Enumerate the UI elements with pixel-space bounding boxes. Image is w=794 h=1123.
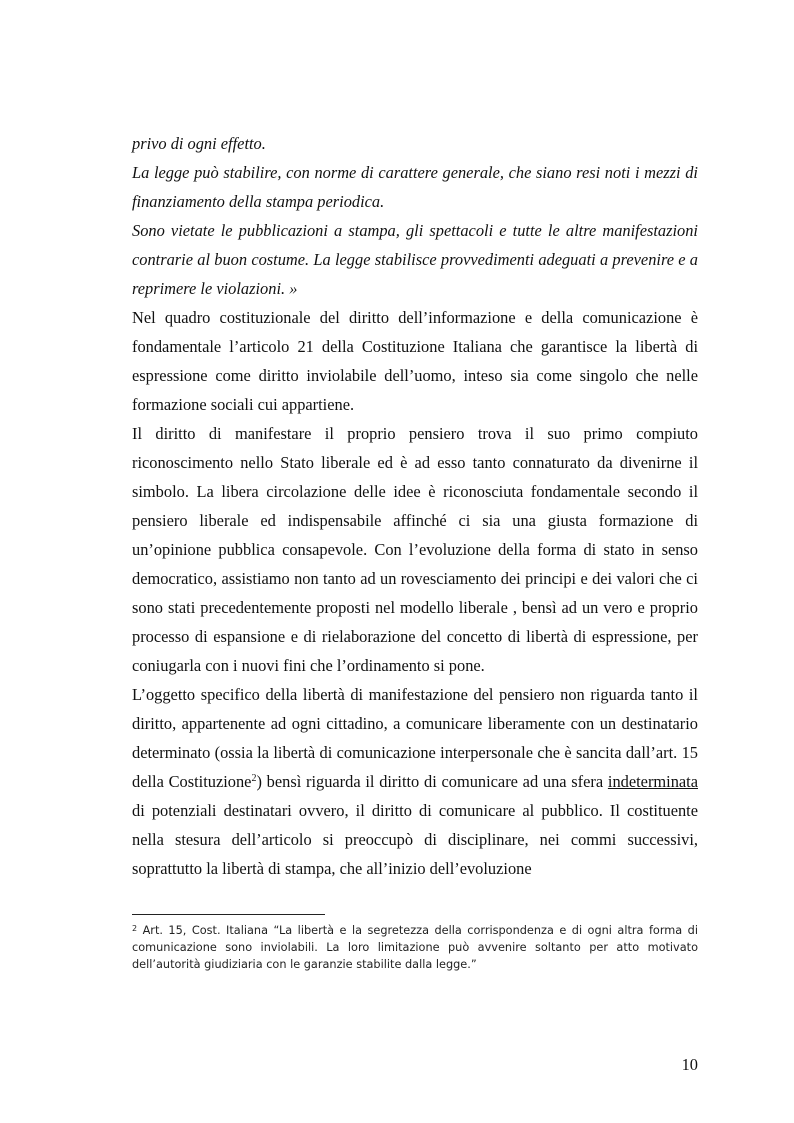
paragraph: Nel quadro costituzionale del diritto dell’informazione e della comunicazione è fondamentale l’articolo 21 della Costituzione Italiana che garantisce la libertà di espressione come diritto inviolabile dell’uomo, inteso sia come singolo che nelle formazione sociali cui appartiene. xyxy=(132,308,698,414)
footnote-text: Art. 15, Cost. Italiana “La libertà e la segretezza della corrispondenza e di ogni altra forma di comunicazione sono inviolabili. La loro limitazione può avvenire soltanto per atto motivato dell’autorità giudiziaria con le garanzie stabilite dalla legge.” xyxy=(132,924,698,971)
quote-line: privo di ogni effetto. xyxy=(132,134,266,153)
quote-line: La legge può stabilire, con norme di carattere generale, che siano resi noti i mezzi di finanziamento della stampa periodica. xyxy=(132,163,698,211)
paragraph xyxy=(132,680,698,883)
paragraph-text: di potenziali destinatari ovvero, il diritto di comunicare al pubblico. Il costituente nella stesura dell’articolo si preoccupò di disciplinare, nei commi successivi, soprattutto la libertà di stampa, che all’inizio dell’evoluzione xyxy=(132,801,698,878)
footnote-reference[interactable]: 2 xyxy=(251,773,257,784)
footnote-mark: 2 xyxy=(132,924,138,933)
underlined-word: indeterminata xyxy=(607,772,698,791)
body-text xyxy=(132,129,698,883)
quote-line: Sono vietate le pubblicazioni a stampa, gli spettacoli e tutte le altre manifestazioni contrarie al buon costume. La legge stabilisce provvedimenti adeguati a prevenire e a reprimere le violazioni. » xyxy=(132,221,698,298)
footnote-separator xyxy=(132,914,325,915)
footnote xyxy=(132,922,698,973)
page-number: 10 xyxy=(681,1055,698,1074)
paragraph: Il diritto di manifestare il proprio pensiero trova il suo primo compiuto riconoscimento nello Stato liberale ed è ad esso tanto connaturato da divenirne il simbolo. La libera circolazione delle idee è riconosciuta fondamentale secondo il pensiero liberale ed indispensabile affinché ci sia una giusta formazione di un’opinione pubblica consapevole. Con l’evoluzione della forma di stato in senso democratico, assistiamo non tanto ad un rovesciamento dei principi e dei valori che ci sono stati precedentemente proposti nel modello liberale , bensì ad un vero e proprio processo di espansione e di rielaborazione del concetto di libertà di espressione, per coniugarla con i nuovi fini che l’ordinamento si pone. xyxy=(132,424,698,675)
paragraph-text: L’oggetto specifico della libertà di manifestazione del pensiero non riguarda tanto il diritto, appartenente ad ogni cittadino, a comunicare liberamente con un destinatario determinato (ossia la libertà di comunicazione interpersonale che è sancita dall’art. 15 della Costituzione xyxy=(132,685,698,791)
paragraph-text: ) bensì riguarda il diritto di comunicare ad una sfera xyxy=(256,772,608,791)
